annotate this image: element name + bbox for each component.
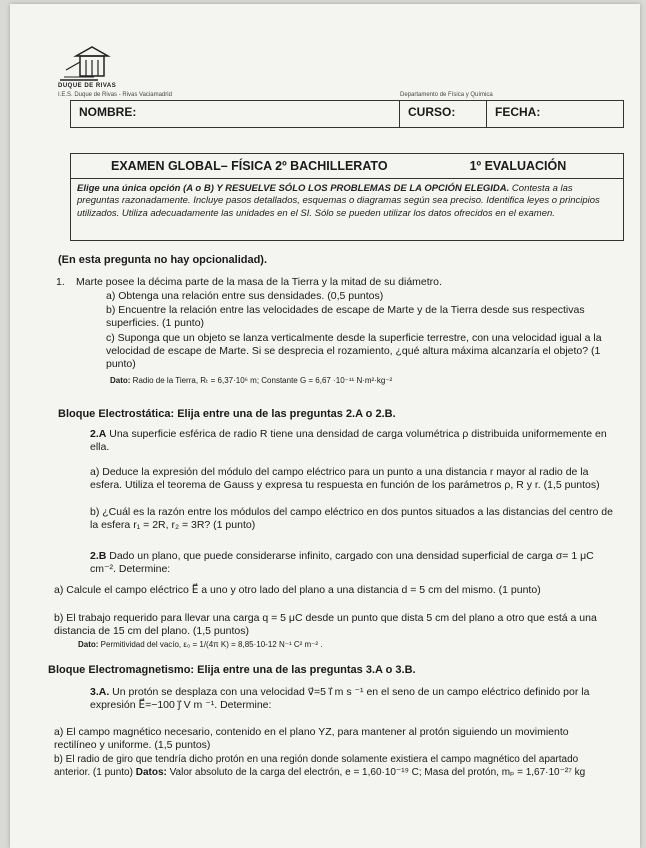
q1-number: 1. [56, 276, 65, 288]
q2a-label: 2.A [90, 428, 107, 440]
q2-data-text: Permitividad del vacío, ε₀ = 1/(4π K) = 8,85·10-12 N⁻¹ C² m⁻² . [98, 640, 323, 649]
q2b-stem-text: Dado un plano, que puede considerarse infinito, cargado con una densidad superficial de carga σ= 1 μC cm⁻². Determine: [90, 550, 594, 575]
q2-heading: Bloque Electrostática: Elija entre una de las preguntas 2.A o 2.B. [58, 408, 396, 420]
q3a-part-b-text: b) El radio de giro que tendría dicho protón en una región donde solamente existiera el campo magnético del apartado anterior. (1 punto) [54, 754, 579, 778]
q2-data [78, 640, 608, 650]
q1-part-c: c) Suponga que un objeto se lanza verticalmente desde la superficie terrestre, con una velocidad igual a la velocidad de escape de Marte. Si se desprecia el rozamiento, ¿qué altura máxima alcanzaría el objeto? (1 punto) [106, 332, 602, 370]
q1-data-text: Radio de la Tierra, Rₜ = 6,37·10⁶ m; Constante G = 6,67 ·10⁻¹¹ N·m²·kg⁻² [130, 376, 393, 385]
school-name: DUQUE DE RIVAS [58, 83, 117, 89]
q1-data [110, 376, 610, 386]
exam-instructions [71, 179, 623, 224]
q3a-stem-text: Un protón se desplaza con una velocidad v⃗=5 i⃗ m s ⁻¹ en el seno de un campo eléctrico definido por la expresión E⃗=−100 j⃗ V m ⁻¹. Determine: [90, 686, 590, 711]
exam-page [10, 4, 640, 848]
q2-data-label: Dato: [78, 640, 99, 649]
exam-evaluation: 1º EVALUACIÓN [469, 159, 567, 173]
q1-part-a: a) Obtenga una relación entre sus densidades. (0,5 puntos) [106, 290, 384, 302]
q1-stem: Marte posee la décima parte de la masa de la Tierra y la mitad de su diámetro. [76, 276, 442, 288]
q3a-stem [90, 686, 614, 712]
exam-box [70, 153, 624, 241]
student-info-table [70, 100, 624, 128]
q2b-part-a: a) Calcule el campo eléctrico E⃗ a uno y otro lado del plano a una distancia d = 5 cm del mismo. (1 punto) [54, 584, 541, 596]
q2a-part-b: b) ¿Cuál es la razón entre los módulos del campo eléctrico en dos puntos situados a las distancias del centro de la esfera r₁ = 2R, r₂ = 3R? (1 punto) [90, 506, 613, 531]
q2b-label: 2.B [90, 550, 107, 562]
exam-title: EXAMEN GLOBAL– FÍSICA 2º BACHILLERATO [111, 159, 388, 173]
department-name: Departamento de Física y Química [400, 92, 493, 98]
institute-name: I.E.S. Duque de Rivas - Rivas Vaciamadrid [58, 92, 172, 98]
exam-title-row [71, 154, 623, 179]
q2b-stem [90, 550, 614, 576]
course-field: CURSO: [400, 101, 487, 127]
instructions-bold: Elige una única opción (A o B) Y RESUELVE SÓLO LOS PROBLEMAS DE LA OPCIÓN ELEGIDA. [77, 183, 510, 194]
q1-part-b: b) Encuentre la relación entre las velocidades de escape de Marte y de la Tierra desde sus respectivas superficies. (1 punto) [106, 304, 585, 329]
q1-heading: (En esta pregunta no hay opcionalidad). [58, 254, 268, 266]
q3a-data-label: Datos: [132, 766, 167, 778]
q3a-part-a: a) El campo magnético necesario, contenido en el plano YZ, para mantener al protón siguiendo un movimiento rectilíneo y uniforme. (1,5 puntos) [54, 726, 569, 751]
name-field: NOMBRE: [71, 101, 400, 127]
q2a-part-a: a) Deduce la expresión del módulo del campo eléctrico para un punto a una distancia r mayor al radio de la esfera. Utiliza el teorema de Gauss y expresa tu respuesta en función de los parámetros ρ, R y r. (1,5 puntos) [90, 466, 600, 491]
q2a-stem [90, 428, 614, 454]
date-field: FECHA: [495, 105, 541, 119]
q3-heading: Bloque Electromagnetismo: Elija entre una de las preguntas 3.A o 3.B. [48, 664, 416, 676]
instructions-text: Contesta a las preguntas razonadamente. Incluye pasos detallados, esquemas o diagramas según sea preciso. Identifica leyes o principios utilizados. Utiliza adecuadamente las unidades en el SI. Sólo se pueden utilizar los datos ofrecidos en el examen. [77, 183, 600, 219]
q3a-data-text: Valor absoluto de la carga del electrón, e = 1,60·10⁻¹⁹ C; Masa del protón, mₚ = 1,67·10⁻²⁷ kg [166, 766, 586, 778]
q2a-stem-text: Una superficie esférica de radio R tiene una densidad de carga volumétrica ρ distribuida uniformemente en ella. [90, 428, 607, 453]
q1-data-label: Dato: [110, 376, 131, 385]
q2b-part-b: b) El trabajo requerido para llevar una carga q = 5 μC desde un punto que dista 5 cm del plano a otro que está a una distancia de 15 cm del plano. (1,5 puntos) [54, 612, 597, 637]
q3a-label: 3.A. [90, 686, 110, 698]
school-logo-icon [58, 44, 128, 88]
q3a-part-b [54, 754, 614, 779]
